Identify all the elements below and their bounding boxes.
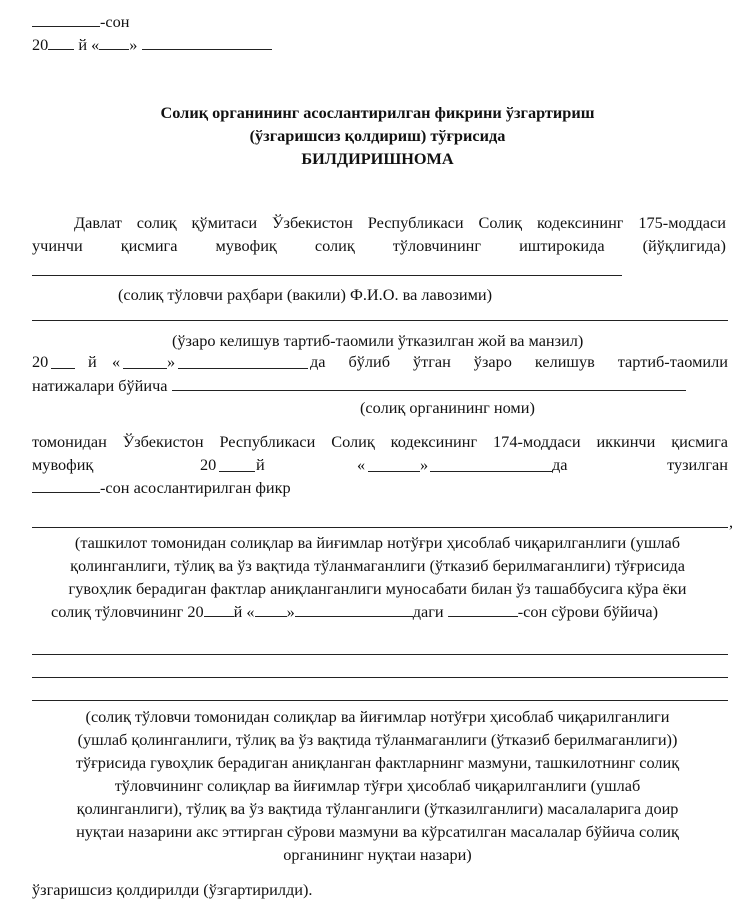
- conclusion: ўзгаришсиз қолдирилди (ўзгартирилди).: [32, 880, 313, 899]
- title-line-3: БИЛДИРИШНОМА: [301, 149, 454, 168]
- word: Солиқ: [478, 213, 523, 232]
- caption2-line-1: (солиқ тўловчи томонидан солиқлар ва йиғимлар нотўғри ҳисоблаб чиқарилганлиги: [85, 707, 670, 726]
- date-day-blank[interactable]: [99, 35, 129, 50]
- quote-close: »: [420, 455, 429, 474]
- para1-line-2: [32, 236, 726, 256]
- word: Ўзбекистон: [271, 213, 353, 232]
- year-suffix: й: [88, 352, 97, 371]
- doc-number-line: [32, 12, 130, 32]
- word: қўмитаси: [191, 213, 258, 232]
- date-prefix: 20: [32, 35, 49, 54]
- para3-line-2: [32, 455, 728, 475]
- doc-number-suffix: -сон: [100, 12, 130, 31]
- caption-tax-authority: (солиқ органининг номи): [360, 398, 535, 417]
- word: Солиқ: [331, 432, 375, 451]
- caption2-line-5: қолинганлиги), тўлиқ ва ўз вақтида тўланганлиги (ўтказилганлиги) масалаларига доир: [76, 799, 679, 818]
- request-month-blank[interactable]: [295, 602, 413, 617]
- word: Республикаси: [219, 432, 316, 451]
- caption2-line-7: органининг нуқтаи назари): [283, 845, 472, 864]
- caption2-line-3: тўғрисида гувоҳлик берадиган аниқланган фактларнинг мазмуни, ташкилотнинг солиқ: [75, 753, 680, 772]
- word: да: [552, 455, 568, 474]
- year-prefix: 20: [200, 455, 217, 474]
- day-blank[interactable]: [368, 457, 420, 472]
- caption1-line-2: қолинганлиги, тўлиқ ва ўз вақтида тўланмаганлиги (ўтказиб берилмаганлиги) тўғрисида: [70, 556, 685, 575]
- para3-line-1: [32, 432, 728, 452]
- date-year-suffix: й «: [78, 35, 100, 54]
- caption1-line-4: [51, 602, 658, 622]
- word: қисмига: [120, 236, 178, 255]
- venue-blank[interactable]: [32, 320, 728, 321]
- word: иштирокида: [519, 236, 605, 255]
- facts-blank-3[interactable]: [32, 700, 728, 701]
- month-blank[interactable]: [178, 354, 308, 369]
- quote-open: «: [112, 352, 121, 371]
- word: келишув: [534, 352, 595, 371]
- results-label: натижалари бўйича: [32, 376, 168, 395]
- title-line-1: Солиқ органининг асослантирилган фикрини ўзгартириш: [160, 103, 595, 122]
- taxpayer-rep-blank[interactable]: [32, 275, 622, 276]
- word: 175-моддаси: [638, 213, 726, 232]
- caption-venue: (ўзаро келишув тартиб-таомили ўтказилган жой ва манзил): [172, 331, 584, 350]
- caption2-line-4: тўловчининг солиқлар ва йиғимлар тўғри ҳисоблаб чиқарилганлиги (ушлаб: [114, 776, 641, 795]
- word: тузилган: [667, 455, 728, 474]
- caption2-line-2: (ушлаб қолинганлиги, тўлиқ ва ўз вақтида тўланмаганлиги (ўтказиб берилмаганлиги)): [77, 730, 678, 749]
- word: Республикаси: [367, 213, 464, 232]
- request-number-blank[interactable]: [448, 602, 518, 617]
- word: ўтган: [412, 352, 451, 371]
- para3-line-3: [32, 478, 291, 498]
- word: да: [310, 352, 326, 371]
- request-day-blank[interactable]: [255, 602, 287, 617]
- caption-text: даги: [412, 602, 444, 621]
- quote-open: «: [357, 455, 366, 474]
- para2-line-2: [32, 376, 686, 396]
- word: учинчи: [32, 236, 83, 255]
- caption-taxpayer-rep: (солиқ тўловчи раҳбари (вакили) Ф.И.О. ва лавозими): [118, 285, 493, 304]
- word: ўзаро: [473, 352, 512, 371]
- caption1-line-1: (ташкилот томонидан солиқлар ва йиғимлар нотўғри ҳисоблаб чиқарилганлиги (ушлаб: [74, 533, 681, 552]
- word: кодексининг: [390, 432, 478, 451]
- year-suffix: й: [256, 455, 265, 474]
- word: мувофиқ: [32, 455, 94, 474]
- word: солиқ: [314, 236, 355, 255]
- para1-line-1: [74, 213, 726, 233]
- word: бўлиб: [348, 352, 391, 371]
- word: Давлат: [74, 213, 122, 232]
- date-close: »: [129, 35, 138, 54]
- trailing-comma: ,: [729, 512, 734, 531]
- para2-tail: [310, 352, 728, 372]
- word: Ўзбекистон: [122, 432, 204, 451]
- caption-text: -сон сўрови бўйича): [517, 602, 659, 621]
- year-prefix: 20: [32, 352, 49, 371]
- date-month-blank[interactable]: [142, 35, 272, 50]
- doc-number-blank[interactable]: [32, 12, 100, 27]
- caption-text: солиқ тўловчининг 20: [51, 602, 204, 621]
- word: солиқ: [136, 213, 177, 232]
- word: қисмига: [671, 432, 728, 451]
- word: кодексининг: [536, 213, 624, 232]
- year-blank[interactable]: [219, 457, 255, 472]
- word: (йўқлигида): [642, 236, 726, 255]
- day-blank[interactable]: [123, 354, 167, 369]
- tax-authority-blank[interactable]: [172, 376, 686, 391]
- caption1-line-3: гувоҳлик берадиган фактлар аниқланганлиги муносабати билан ўз ташаббусига кўра ёки: [68, 579, 687, 598]
- quote-close: »: [167, 352, 176, 371]
- month-blank[interactable]: [430, 457, 552, 472]
- year-blank[interactable]: [51, 354, 75, 369]
- caption-text: й «: [233, 602, 255, 621]
- word: томонидан: [32, 432, 107, 451]
- opinion-details-blank[interactable]: [32, 527, 728, 528]
- title-line-2: (ўзгаришсиз қолдириш) тўғрисида: [249, 126, 506, 145]
- facts-blank-2[interactable]: [32, 677, 728, 678]
- caption-text: »: [286, 602, 295, 621]
- word: 174-моддаси: [493, 432, 581, 451]
- request-year-blank[interactable]: [204, 602, 234, 617]
- word: тартиб-таомили: [617, 352, 728, 371]
- caption2-line-6: нуқтаи назарини акс эттирган сўрови мазмуни ва кўрсатилган масалалар бўйича солиқ: [76, 822, 679, 841]
- word: тўловчининг: [392, 236, 482, 255]
- word: мувофиқ: [215, 236, 277, 255]
- word: иккинчи: [596, 432, 656, 451]
- opinion-number-blank[interactable]: [32, 478, 100, 493]
- opinion-label: -сон асослантирилган фикр: [100, 478, 291, 497]
- facts-blank-1[interactable]: [32, 654, 728, 655]
- doc-date-line: [32, 35, 272, 55]
- date-year-blank[interactable]: [48, 35, 74, 50]
